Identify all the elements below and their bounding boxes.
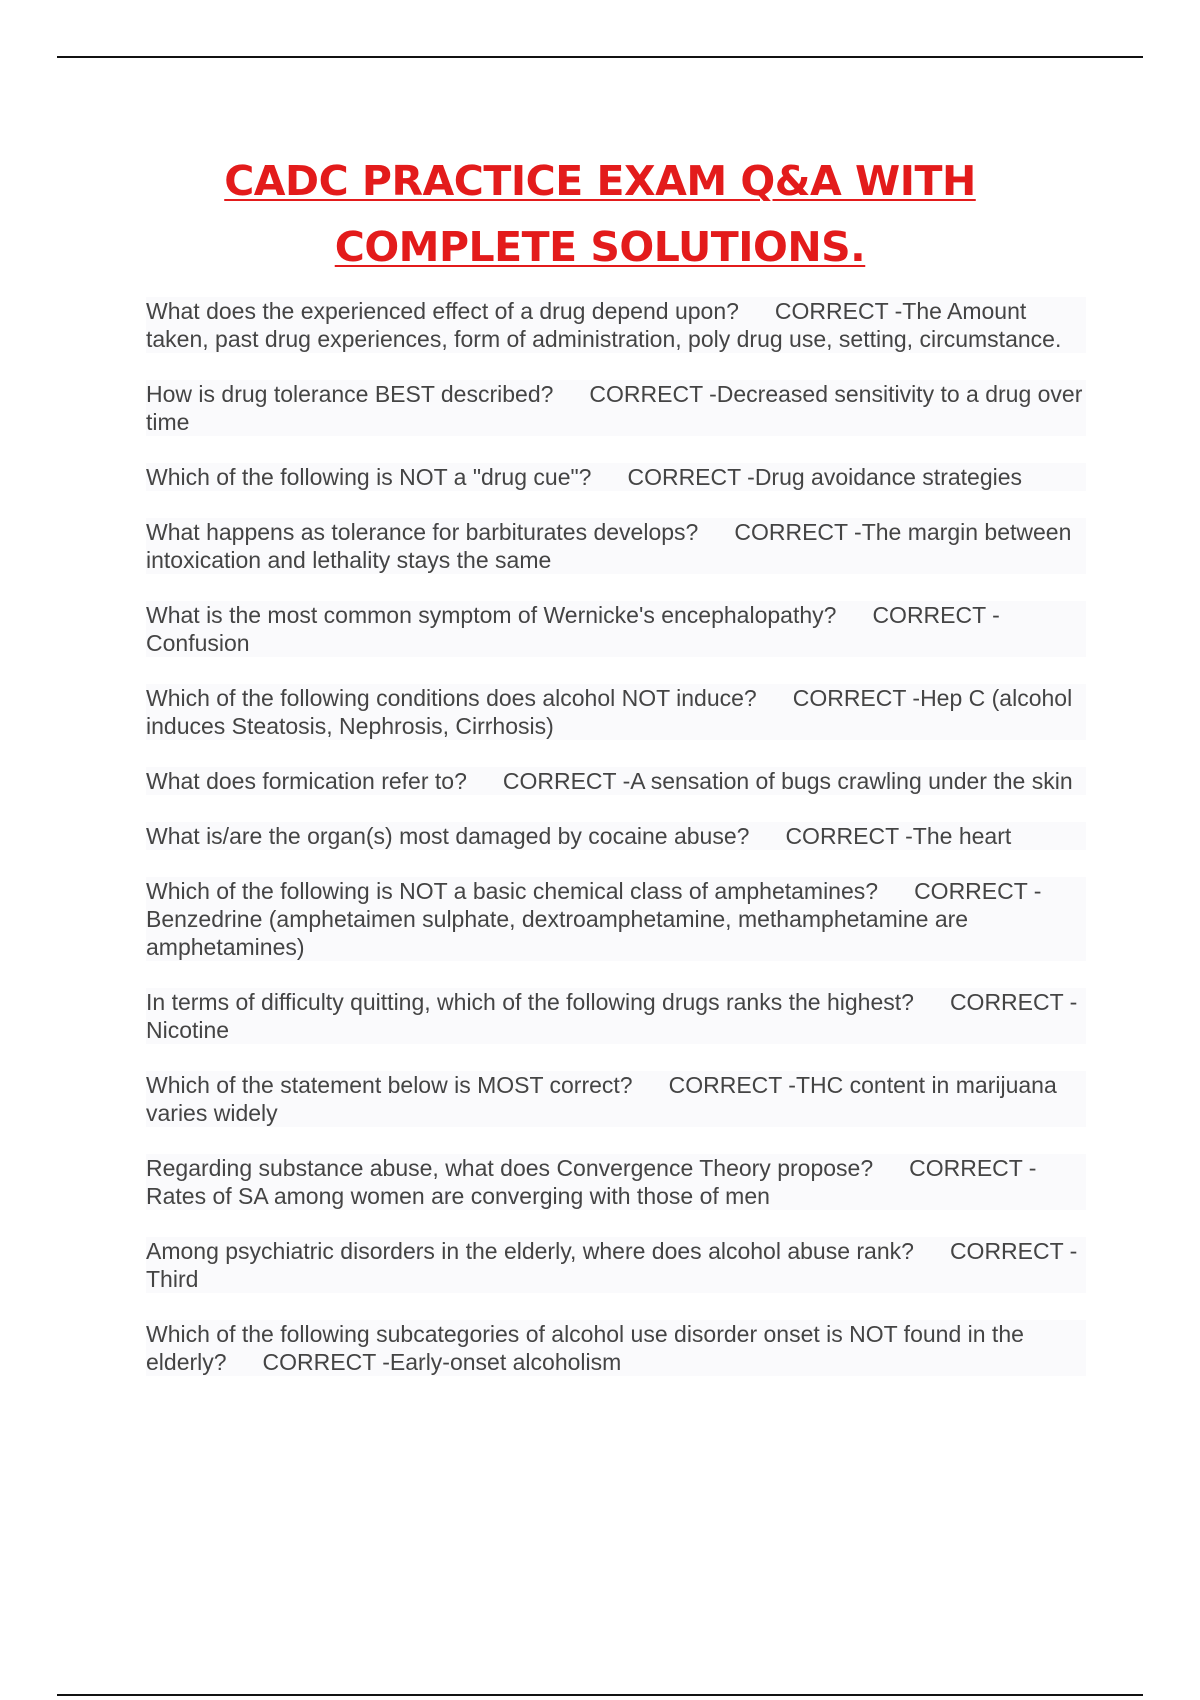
title-line-2: COMPLETE SOLUTIONS.	[334, 223, 866, 271]
qa-item	[146, 767, 1086, 795]
answer-prefix: CORRECT -	[734, 519, 862, 545]
answer-text: The heart	[912, 823, 1012, 849]
question-text: How is drug tolerance BEST described?	[146, 381, 554, 407]
question-text: What happens as tolerance for barbiturates develops?	[146, 519, 699, 545]
question-text: What is the most common symptom of Wernicke's encephalopathy?	[146, 602, 837, 628]
answer-text: Drug avoidance strategies	[754, 464, 1023, 490]
answer-text: The margin between intoxication and lethality stays the same	[146, 519, 1072, 573]
answer-prefix: CORRECT -	[792, 685, 921, 711]
qa-item	[146, 1154, 1086, 1210]
answer-prefix: CORRECT -	[668, 1072, 796, 1098]
qa-item	[146, 297, 1086, 353]
qa-item	[146, 601, 1086, 657]
qa-item	[146, 463, 1086, 491]
answer-text: Nicotine	[146, 1017, 230, 1043]
top-rule	[57, 56, 1143, 58]
question-text: Which of the following subcategories of alcohol use disorder onset is NOT found in the elderly?	[146, 1321, 1024, 1375]
answer-text: Benzedrine (amphetaimen sulphate, dextroamphetamine, methamphetamine are amphetamines)	[146, 906, 969, 960]
qa-item	[146, 518, 1086, 574]
title-line-1: CADC PRACTICE EXAM Q&A WITH	[224, 157, 976, 205]
answer-prefix: CORRECT -	[502, 768, 631, 794]
qa-list	[146, 297, 1086, 1403]
question-text: What does formication refer to?	[146, 768, 467, 794]
answer-text: Hep C (alcohol induces Steatosis, Nephrosis, Cirrhosis)	[146, 685, 1073, 739]
answer-text: Confusion	[146, 630, 250, 656]
question-text: Among psychiatric disorders in the elderly, where does alcohol abuse rank?	[146, 1238, 914, 1264]
answer-text: THC content in marijuana varies widely	[146, 1072, 1057, 1126]
question-text: Regarding substance abuse, what does Convergence Theory propose?	[146, 1155, 874, 1181]
answer-prefix: CORRECT -	[949, 1238, 1078, 1264]
answer-text: A sensation of bugs crawling under the skin	[630, 768, 1073, 794]
qa-item	[146, 1320, 1086, 1376]
answer-text: Rates of SA among women are converging with those of men	[146, 1183, 770, 1209]
answer-text: Early-onset alcoholism	[389, 1349, 622, 1375]
question-text: What does the experienced effect of a drug depend upon?	[146, 298, 739, 324]
bottom-rule	[57, 1694, 1143, 1696]
question-text: Which of the following is NOT a basic chemical class of amphetamines?	[146, 878, 879, 904]
qa-item	[146, 877, 1086, 961]
answer-prefix: CORRECT -	[914, 878, 1042, 904]
qa-item	[146, 822, 1086, 850]
answer-text: The Amount taken, past drug experiences, form of administration, poly drug use, setting, circumstance.	[146, 298, 1062, 352]
answer-prefix: CORRECT -	[909, 1155, 1037, 1181]
answer-prefix: CORRECT -	[785, 823, 913, 849]
answer-text: Third	[146, 1266, 199, 1292]
answer-text: Decreased sensitivity to a drug over time	[146, 381, 1083, 435]
answer-prefix: CORRECT -	[774, 298, 903, 324]
document-title	[0, 148, 1200, 280]
answer-prefix: CORRECT -	[872, 602, 1000, 628]
question-text: In terms of difficulty quitting, which of the following drugs ranks the highest?	[146, 989, 914, 1015]
question-text: What is/are the organ(s) most damaged by cocaine abuse?	[146, 823, 750, 849]
answer-prefix: CORRECT -	[589, 381, 717, 407]
qa-item	[146, 380, 1086, 436]
answer-prefix: CORRECT -	[949, 989, 1078, 1015]
qa-item	[146, 684, 1086, 740]
qa-item	[146, 1237, 1086, 1293]
qa-item	[146, 1071, 1086, 1127]
question-text: Which of the statement below is MOST correct?	[146, 1072, 633, 1098]
answer-prefix: CORRECT -	[627, 464, 755, 490]
answer-prefix: CORRECT -	[262, 1349, 390, 1375]
question-text: Which of the following is NOT a "drug cue"?	[146, 464, 592, 490]
question-text: Which of the following conditions does alcohol NOT induce?	[146, 685, 757, 711]
qa-item	[146, 988, 1086, 1044]
